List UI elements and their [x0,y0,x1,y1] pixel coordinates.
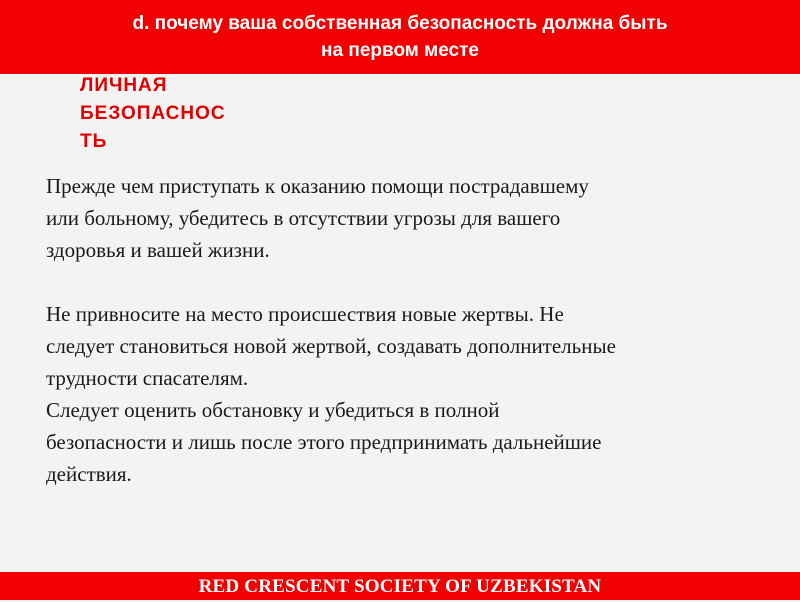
paragraph-2-line-1: Не привносите на место происшествия новые жертвы. Не [46,302,564,326]
section-heading [80,72,290,156]
paragraph-2-line-4: Следует оценить обстановку и убедиться в полной [46,398,500,422]
section-heading-line-3: ТЬ [80,131,108,152]
paragraph-2 [46,298,786,490]
section-heading-line-2: БЕЗОПАСНОС [80,103,226,124]
paragraph-1-line-3: здоровья и вашей жизни. [46,238,270,262]
paragraph-2-line-2: следует становиться новой жертвой, создавать дополнительные [46,334,616,358]
paragraph-2-line-3: трудности спасателям. [46,366,249,390]
section-heading-line-1: ЛИЧНАЯ [80,75,168,96]
paragraph-2-line-5: безопасности и лишь после этого предпринимать дальнейшие [46,430,602,454]
header-title-line-1: d. почему ваша собственная безопасность должна быть [132,13,668,34]
header-banner [0,0,800,74]
header-title-line-2: на первом месте [321,40,479,61]
paragraph-2-line-6: действия. [46,462,132,486]
paragraph-1 [46,170,786,266]
body-text [46,170,786,490]
paragraph-spacer [46,266,786,298]
paragraph-1-line-1: Прежде чем приступать к оказанию помощи пострадавшему [46,174,589,198]
footer-organization-name: RED CRESCENT SOCIETY OF UZBEKISTAN [198,576,602,597]
footer-banner [0,572,800,600]
paragraph-1-line-2: или больному, убедитесь в отсутствии угрозы для вашего [46,206,561,230]
